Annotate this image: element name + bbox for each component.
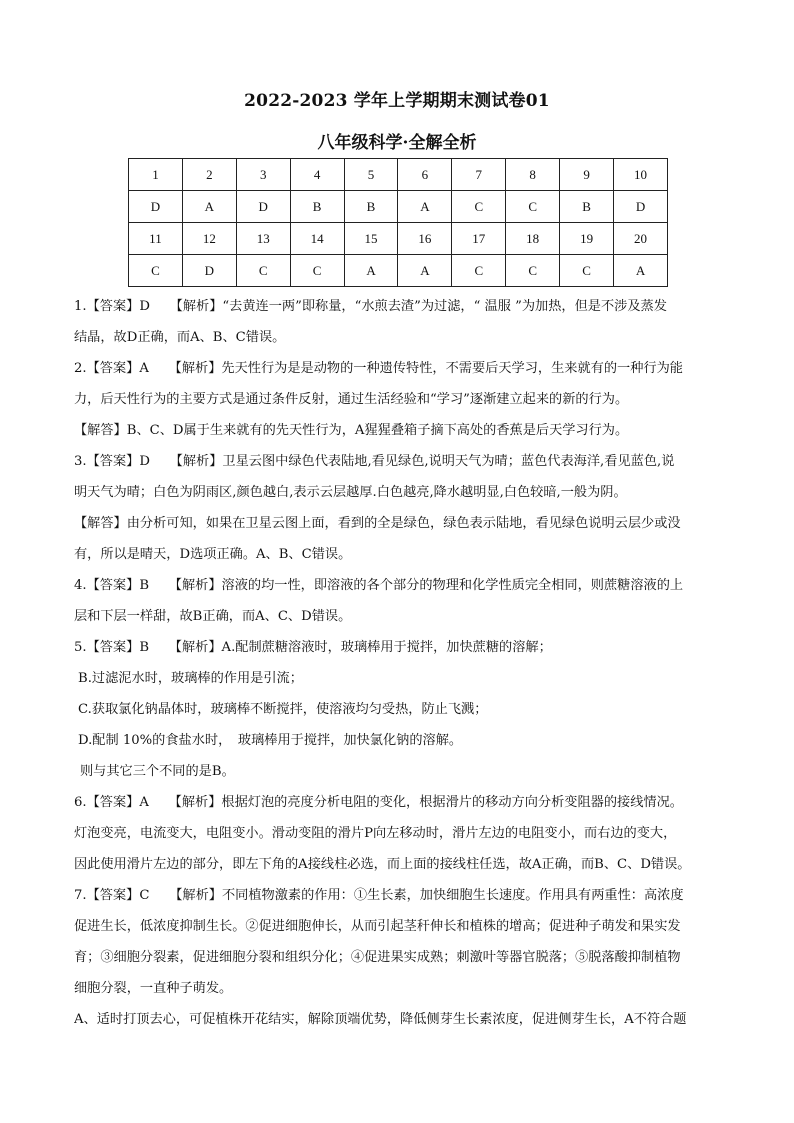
- text-line: 1.【答案】D 【解析】“去黄连一两”即称量，“水煎去渣”为过滤，“ 温服 ”为加热，但是不涉及蒸发: [74, 299, 667, 314]
- table-cell: 6: [398, 159, 452, 191]
- table-cell: 11: [129, 223, 183, 255]
- table-cell: D: [614, 191, 668, 223]
- table-cell: 15: [344, 223, 398, 255]
- table-cell: B: [560, 191, 614, 223]
- text-line: 力，后天性行为的主要方式是通过条件反射，通过生活经验和“学习”逐渐建立起来的新的行为。: [74, 392, 629, 407]
- table-cell: 12: [182, 223, 236, 255]
- table-cell: C: [129, 255, 183, 287]
- text-line: A、适时打顶去心，可促植株开花结实，解除顶端优势，降低侧芽生长素浓度，促进侧芽生长，A不符合题: [74, 1012, 687, 1027]
- table-cell: B: [344, 191, 398, 223]
- explanation-text: [74, 291, 722, 1035]
- text-line: 【解答】B、C、D属于生来就有的先天性行为，A猩猩叠箱子摘下高处的香蕉是后天学习行为。: [74, 423, 629, 438]
- text-line: 3.【答案】D 【解析】卫星云图中绿色代表陆地,看见绿色,说明天气为晴；蓝色代表海洋,看见蓝色,说: [74, 454, 675, 469]
- text-line: 则与其它三个不同的是B。: [80, 764, 235, 779]
- text-line: 结晶，故D正确，而A、B、C错误。: [74, 330, 286, 345]
- table-cell: 14: [290, 223, 344, 255]
- text-line: 层和下层一样甜，故B正确，而A、C、D错误。: [74, 609, 352, 624]
- table-cell: C: [236, 255, 290, 287]
- table-cell: 7: [452, 159, 506, 191]
- table-cell: C: [452, 255, 506, 287]
- text-line: 4.【答案】B 【解析】溶液的均一性，即溶液的各个部分的物理和化学性质完全相同，则蔗糖溶液的上: [74, 578, 684, 593]
- text-line: 明天气为晴；白色为阴雨区,颜色越白,表示云层越厚.白色越亮,降水越明显,白色较暗,一般为阴。: [74, 485, 627, 500]
- table-cell: 18: [506, 223, 560, 255]
- table-cell: B: [290, 191, 344, 223]
- table-cell: A: [614, 255, 668, 287]
- table-cell: A: [398, 255, 452, 287]
- text-line: 【解答】由分析可知，如果在卫星云图上面，看到的全是绿色，绿色表示陆地，看见绿色说明云层少或没: [74, 516, 681, 531]
- table-row: [129, 159, 668, 191]
- table-row: [129, 191, 668, 223]
- text-line: 育；③细胞分裂素，促进细胞分裂和组织分化；④促进果实成熟；刺激叶等器官脱落；⑤脱落酸抑制植物: [74, 950, 681, 965]
- table-cell: 13: [236, 223, 290, 255]
- table-cell: 16: [398, 223, 452, 255]
- table-cell: A: [398, 191, 452, 223]
- table-cell: C: [452, 191, 506, 223]
- table-cell: D: [182, 255, 236, 287]
- table-cell: 19: [560, 223, 614, 255]
- text-line: B.过滤泥水时，玻璃棒的作用是引流；: [78, 671, 303, 686]
- table-cell: C: [506, 255, 560, 287]
- text-line: 5.【答案】B 【解析】A.配制蔗糖溶液时，玻璃棒用于搅拌，加快蔗糖的溶解；: [74, 640, 552, 655]
- table-cell: 10: [614, 159, 668, 191]
- text-line: 促进生长，低浓度抑制生长。②促进细胞伸长，从而引起茎秆伸长和植株的增高；促进种子萌发和果实发: [74, 919, 681, 934]
- text-line: 6.【答案】A 【解析】根据灯泡的亮度分析电阻的变化，根据滑片的移动方向分析变阻器的接线情况。: [74, 795, 683, 810]
- table-cell: D: [129, 191, 183, 223]
- table-cell: 5: [344, 159, 398, 191]
- table-cell: C: [506, 191, 560, 223]
- text-line: C.获取氯化钠晶体时，玻璃棒不断搅拌，使溶液均匀受热，防止飞溅；: [78, 702, 488, 717]
- text-line: 有，所以是晴天，D选项正确。A、B、C错误。: [74, 547, 352, 562]
- table-cell: 1: [129, 159, 183, 191]
- table-cell: 20: [614, 223, 668, 255]
- table-cell: 9: [560, 159, 614, 191]
- table-cell: C: [560, 255, 614, 287]
- table-row: [129, 255, 668, 287]
- table-cell: 2: [182, 159, 236, 191]
- text-line: 7.【答案】C 【解析】不同植物激素的作用：①生长素，加快细胞生长速度。作用具有两重性：高浓度: [74, 888, 684, 903]
- answer-table: [128, 158, 668, 287]
- table-cell: C: [290, 255, 344, 287]
- text-line: D.配制 10%的食盐水时， 玻璃棒用于搅拌，加快氯化钠的溶解。: [78, 733, 463, 748]
- text-line: 因此使用滑片左边的部分，即左下角的A接线柱必选，而上面的接线柱任选，故A正确，而B、C、D错误。: [74, 857, 691, 872]
- text-line: 2.【答案】A 【解析】先天性行为是是动物的一种遗传特性，不需要后天学习，生来就有的一种行为能: [74, 361, 683, 376]
- text-line: 细胞分裂，一直种子萌发。: [74, 981, 233, 996]
- page-title: 2022-2023 学年上学期期末测试卷01: [244, 91, 550, 111]
- table-cell: 3: [236, 159, 290, 191]
- table-cell: A: [344, 255, 398, 287]
- table-cell: 4: [290, 159, 344, 191]
- page-subtitle: 八年级科学·全解全析: [317, 133, 477, 153]
- table-cell: 17: [452, 223, 506, 255]
- table-cell: 8: [506, 159, 560, 191]
- table-row: [129, 223, 668, 255]
- table-cell: A: [182, 191, 236, 223]
- table-cell: D: [236, 191, 290, 223]
- text-line: 灯泡变亮，电流变大，电阻变小。滑动变阻的滑片P向左移动时，滑片左边的电阻变小，而右边的变大，: [74, 826, 677, 841]
